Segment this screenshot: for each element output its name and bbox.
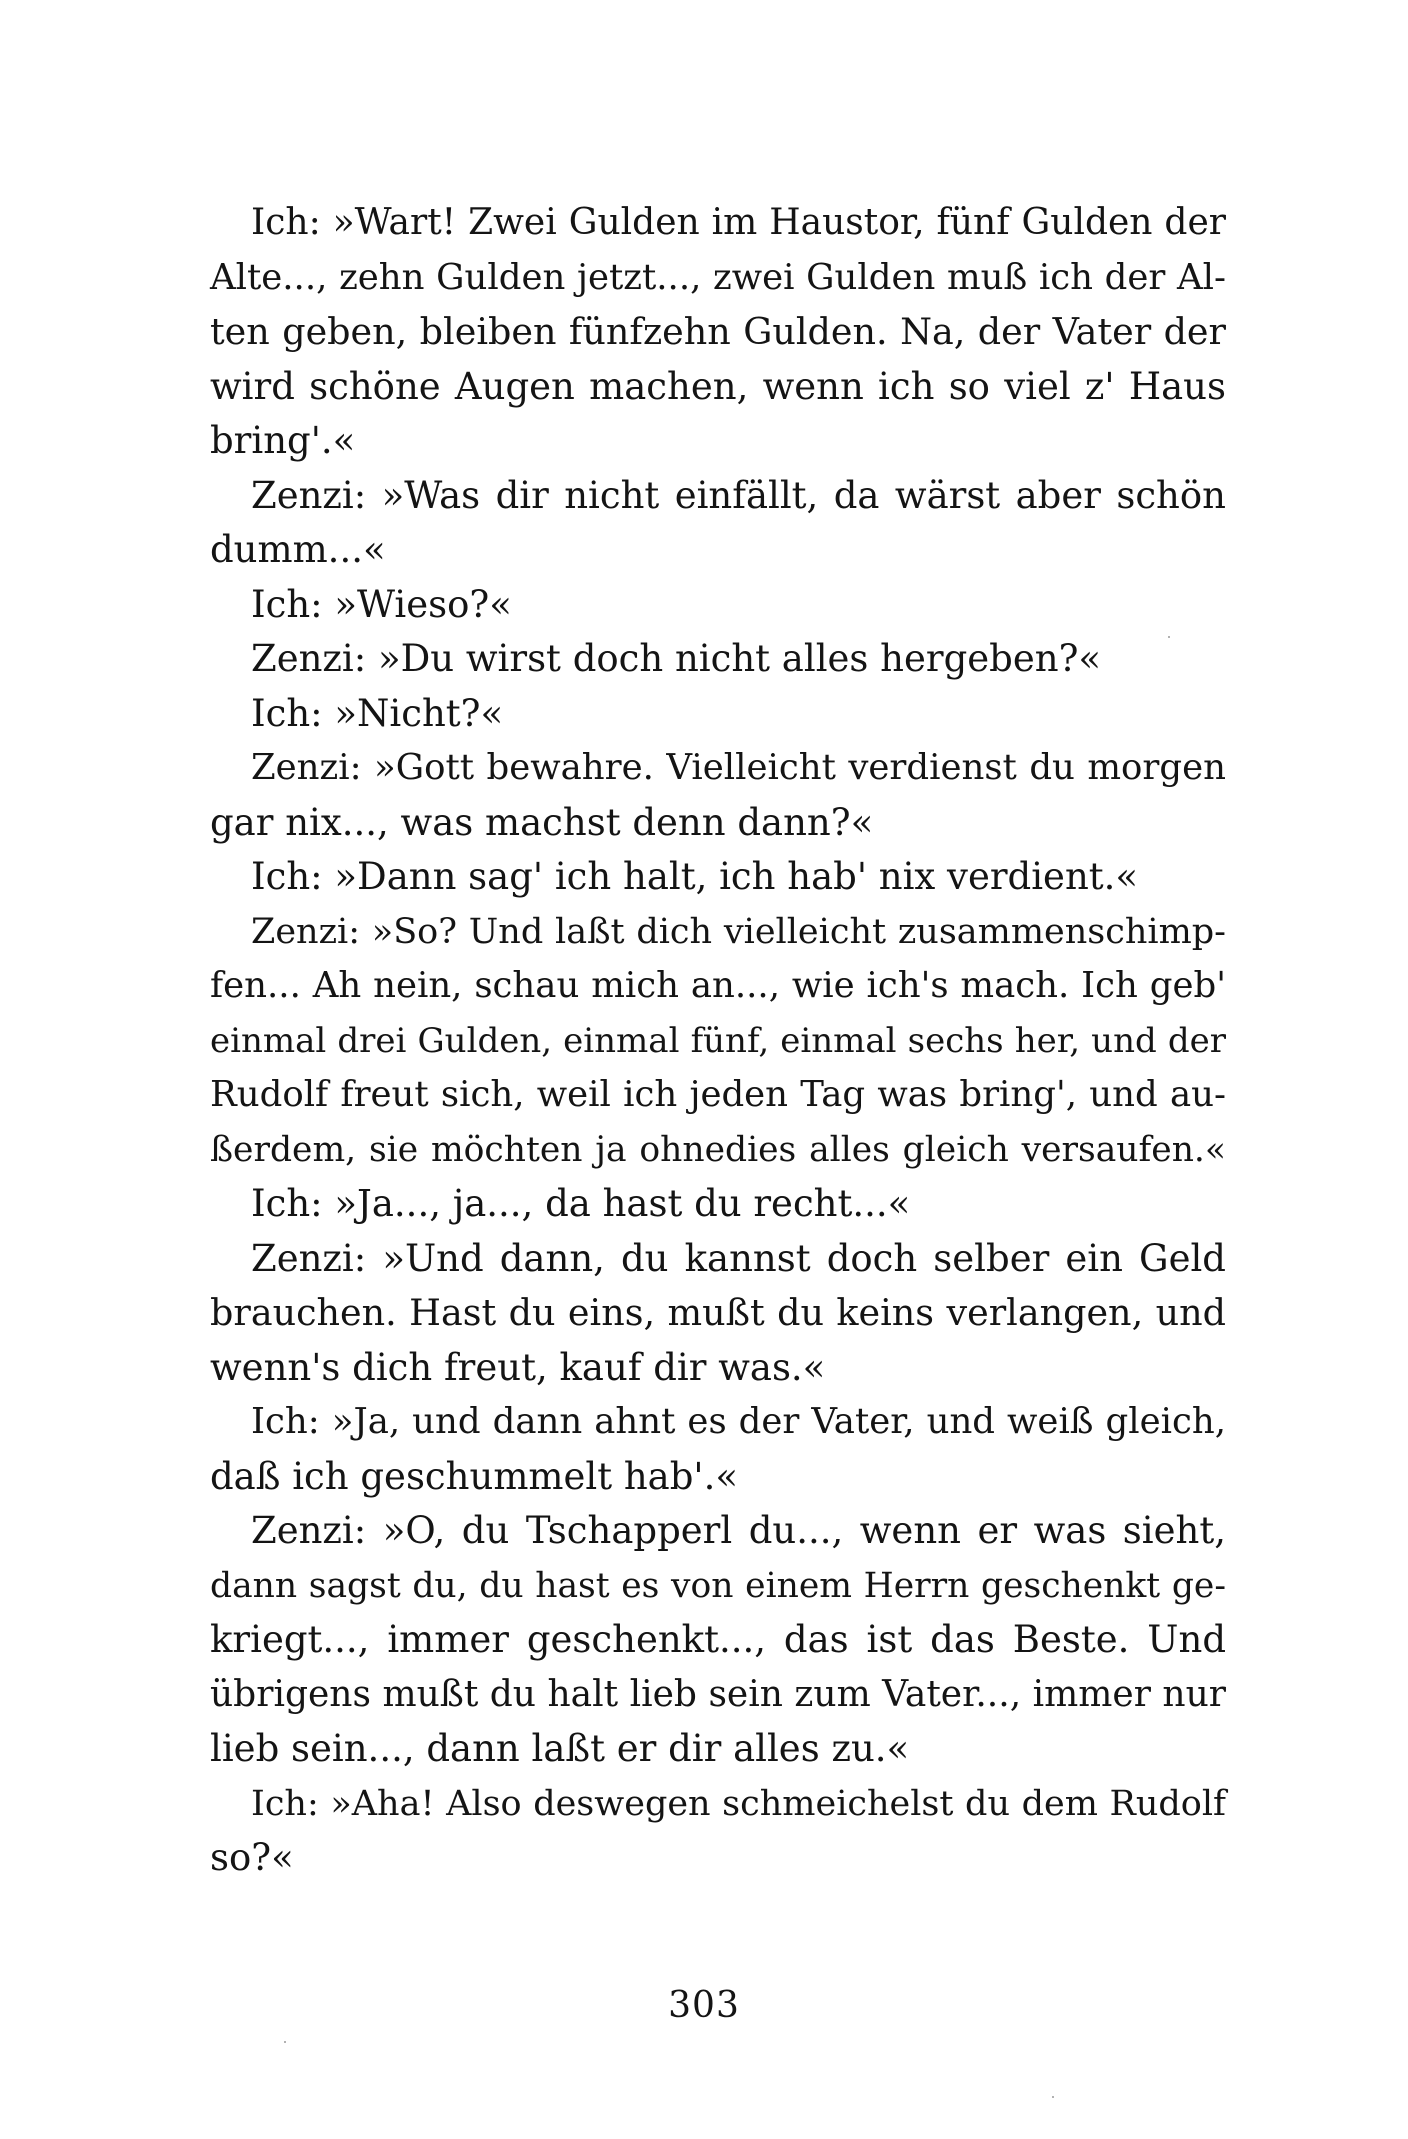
text-line: daß ich geschummelt hab'.«	[210, 1454, 738, 1498]
text-line: ßerdem, sie möchten ja ohnedies alles gleich versaufen.«	[210, 1129, 1226, 1170]
text-line: kriegt..., immer geschenkt..., das ist das Beste. Und	[210, 1618, 1226, 1661]
page-number: 303	[668, 1985, 740, 2026]
text-line: gar nix..., was machst denn dann?«	[210, 800, 874, 844]
text-line: Zenzi: »So? Und laßt dich vielleicht zusammenschimp-	[251, 911, 1226, 952]
text-line: Ich: »Aha! Also deswegen schmeichelst du dem Rudolf	[251, 1783, 1226, 1824]
text-line: ten geben, bleiben fünfzehn Gulden. Na, der Vater der	[210, 310, 1226, 353]
text-line: Zenzi: »O, du Tschapperl du..., wenn er was sieht,	[251, 1509, 1226, 1552]
text-line: wenn's dich freut, kauf dir was.«	[210, 1345, 826, 1389]
text-line: Alte..., zehn Gulden jetzt..., zwei Gulden muß ich der Al-	[210, 256, 1226, 298]
text-line: Zenzi: »Gott bewahre. Vielleicht verdienst du morgen	[251, 747, 1226, 788]
text-line: Zenzi: »Du wirst doch nicht alles hergeben?«	[251, 637, 1102, 680]
scan-speck	[1168, 636, 1170, 638]
text-line: Ich: »Dann sag' ich halt, ich hab' nix verdient.«	[251, 855, 1139, 898]
text-line: einmal drei Gulden, einmal fünf, einmal sechs her, und der	[210, 1020, 1226, 1061]
text-line: dumm...«	[210, 528, 386, 571]
text-line: Rudolf freut sich, weil ich jeden Tag was bring', und au-	[210, 1074, 1226, 1115]
text-line: Ich: »Ja..., ja..., da hast du recht...«	[251, 1182, 911, 1225]
text-line: Ich: »Wart! Zwei Gulden im Haustor, fünf Gulden der	[251, 202, 1226, 243]
text-line: fen... Ah nein, schau mich an..., wie ich's mach. Ich geb'	[210, 965, 1226, 1006]
scan-speck	[284, 2041, 286, 2043]
text-line: bring'.«	[210, 419, 356, 462]
text-line: Ich: »Ja, und dann ahnt es der Vater, und weiß gleich,	[251, 1401, 1226, 1442]
text-line: wird schöne Augen machen, wenn ich so viel z' Haus	[210, 364, 1226, 408]
scan-speck	[1052, 2096, 1054, 2098]
text-line: Zenzi: »Und dann, du kannst doch selber ein Geld	[251, 1236, 1226, 1280]
text-line: übrigens mußt du halt lieb sein zum Vater..., immer nur	[210, 1673, 1226, 1715]
text-line: Ich: »Nicht?«	[251, 691, 504, 735]
text-line: so?«	[210, 1836, 294, 1879]
text-line: brauchen. Hast du eins, mußt du keins verlangen, und	[210, 1291, 1226, 1334]
text-line: lieb sein..., dann laßt er dir alles zu.«	[210, 1727, 910, 1770]
text-line: Ich: »Wieso?«	[251, 582, 512, 626]
text-line: dann sagst du, du hast es von einem Herrn geschenkt ge-	[210, 1565, 1226, 1606]
dialogue-text	[210, 196, 1226, 1886]
text-line: Zenzi: »Was dir nicht einfällt, da wärst aber schön	[251, 473, 1226, 517]
